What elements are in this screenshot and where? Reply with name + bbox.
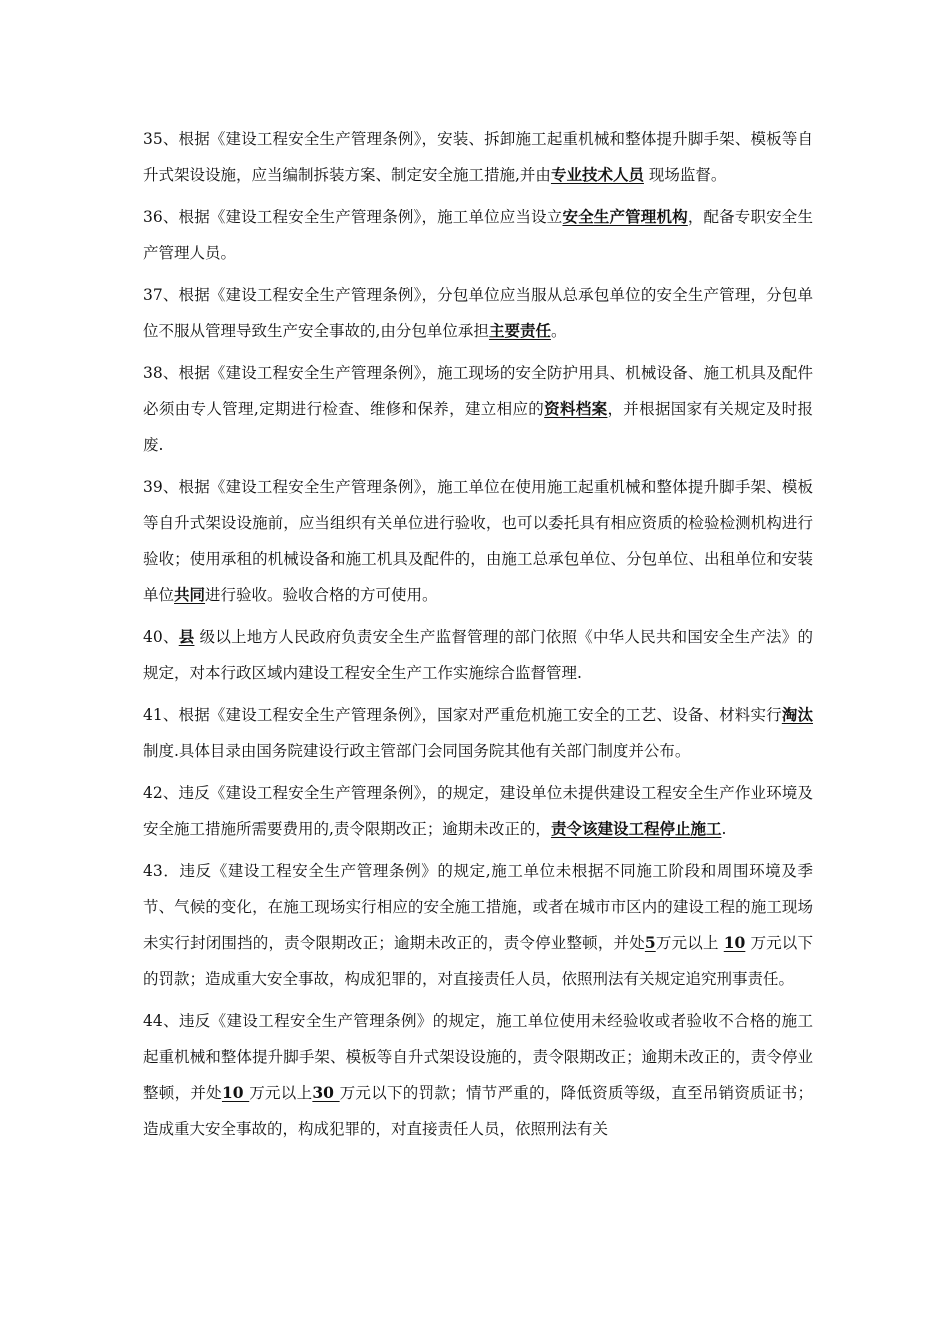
question-q43	[143, 853, 813, 997]
question-q41	[143, 697, 813, 769]
question-text: 40、	[143, 628, 179, 646]
answer-blank: 资料档案	[544, 399, 608, 418]
question-q42	[143, 775, 813, 847]
answer-blank: 30	[312, 1083, 340, 1102]
question-q35	[143, 121, 813, 193]
question-text: 进行验收。验收合格的方可使用。	[205, 586, 438, 604]
question-text: 43．违反《建设工程安全生产管理条例》的规定,施工单位未根据不同施工阶段和周围环境及季节、气候的变化，在施工现场实行相应的安全施工措施，或者在城市市区内的建设工程的施工现场未实行封闭围挡的，责令限期改正；逾期未改正的，责令停业整顿，并处	[143, 862, 813, 952]
question-text: 41、根据《建设工程安全生产管理条例》，国家对严重危机施工安全的工艺、设备、材料实行	[143, 706, 782, 724]
question-text: 35、根据《建设工程安全生产管理条例》，安装、拆卸施工起重机械和整体提升脚手架、模板等自升式架设设施，应当编制拆装方案、制定安全施工措施,并由	[143, 130, 813, 184]
question-q36	[143, 199, 813, 271]
question-text: ，并根据国家有关规定及时报废.	[143, 400, 813, 454]
question-text: 36、根据《建设工程安全生产管理条例》，施工单位应当设立	[143, 208, 563, 226]
answer-blank: 专业技术人员	[550, 165, 644, 184]
answer-blank: 5	[644, 933, 656, 952]
question-text: 42、违反《建设工程安全生产管理条例》，的规定，建设单位未提供建设工程安全生产作业环境及安全施工措施所需要费用的,责令限期改正；逾期未改正的，	[143, 784, 813, 838]
question-q37	[143, 277, 813, 349]
question-text: 万元以上	[655, 934, 724, 952]
question-text: 37、根据《建设工程安全生产管理条例》，分包单位应当服从总承包单位的安全生产管理，分包单位不服从管理导致生产安全事故的,由分包单位承担	[143, 286, 813, 340]
question-q44	[143, 1003, 813, 1147]
answer-blank: 淘汰	[781, 705, 813, 724]
question-text: 万元以下的罚款；情节严重的，降低资质等级，直至吊销资质证书；造成重大安全事故的，构成犯罪的，对直接责任人员，依照刑法有关	[143, 1084, 813, 1138]
question-q38	[143, 355, 813, 463]
question-text: 。	[550, 322, 567, 340]
answer-blank: 责令该建设工程停止施工	[550, 819, 722, 838]
question-text: 万元以上	[249, 1084, 313, 1102]
answer-blank: 10	[221, 1083, 250, 1102]
answer-blank: 县	[178, 627, 195, 646]
question-text: 44、违反《建设工程安全生产管理条例》的规定，施工单位使用未经验收或者验收不合格的施工起重机械和整体提升脚手架、模板等自升式架设设施的，责令限期改正；逾期未改正的，责令停业整顿，并处	[143, 1012, 813, 1102]
question-text: 万元以下的罚款；造成重大安全事故，构成犯罪的，对直接责任人员，依照刑法有关规定追究刑事责任。	[143, 934, 813, 988]
question-q40	[143, 619, 813, 691]
question-q39	[143, 469, 813, 613]
question-text: 级以上地方人民政府负责安全生产监督管理的部门依照《中华人民共和国安全生产法》的规定，对本行政区域内建设工程安全生产工作实施综合监督管理.	[143, 628, 813, 682]
question-text: 38、根据《建设工程安全生产管理条例》，施工现场的安全防护用具、机械设备、施工机具及配件必须由专人管理,定期进行检查、维修和保养，建立相应的	[143, 364, 813, 418]
question-text: 39、根据《建设工程安全生产管理条例》，施工单位在使用施工起重机械和整体提升脚手架、模板等自升式架设设施前，应当组织有关单位进行验收，也可以委托具有相应资质的检验检测机构进行验收；使用承租的机械设备和施工机具及配件的，由施工总承包单位、分包单位、出租单位和安装单位	[143, 478, 813, 604]
answer-blank: 安全生产管理机构	[562, 207, 688, 226]
question-text: .	[721, 820, 727, 838]
question-text: 制度.具体目录由国务院建设行政主管部门会同国务院其他有关部门制度并公布。	[143, 742, 691, 760]
answer-blank: 10	[723, 933, 746, 952]
answer-blank: 主要责任	[488, 321, 551, 340]
document-body	[143, 121, 813, 1153]
question-text: 现场监督。	[643, 166, 727, 184]
answer-blank: 共同	[174, 585, 206, 604]
question-text: ，配备专职安全生产管理人员。	[143, 208, 813, 262]
